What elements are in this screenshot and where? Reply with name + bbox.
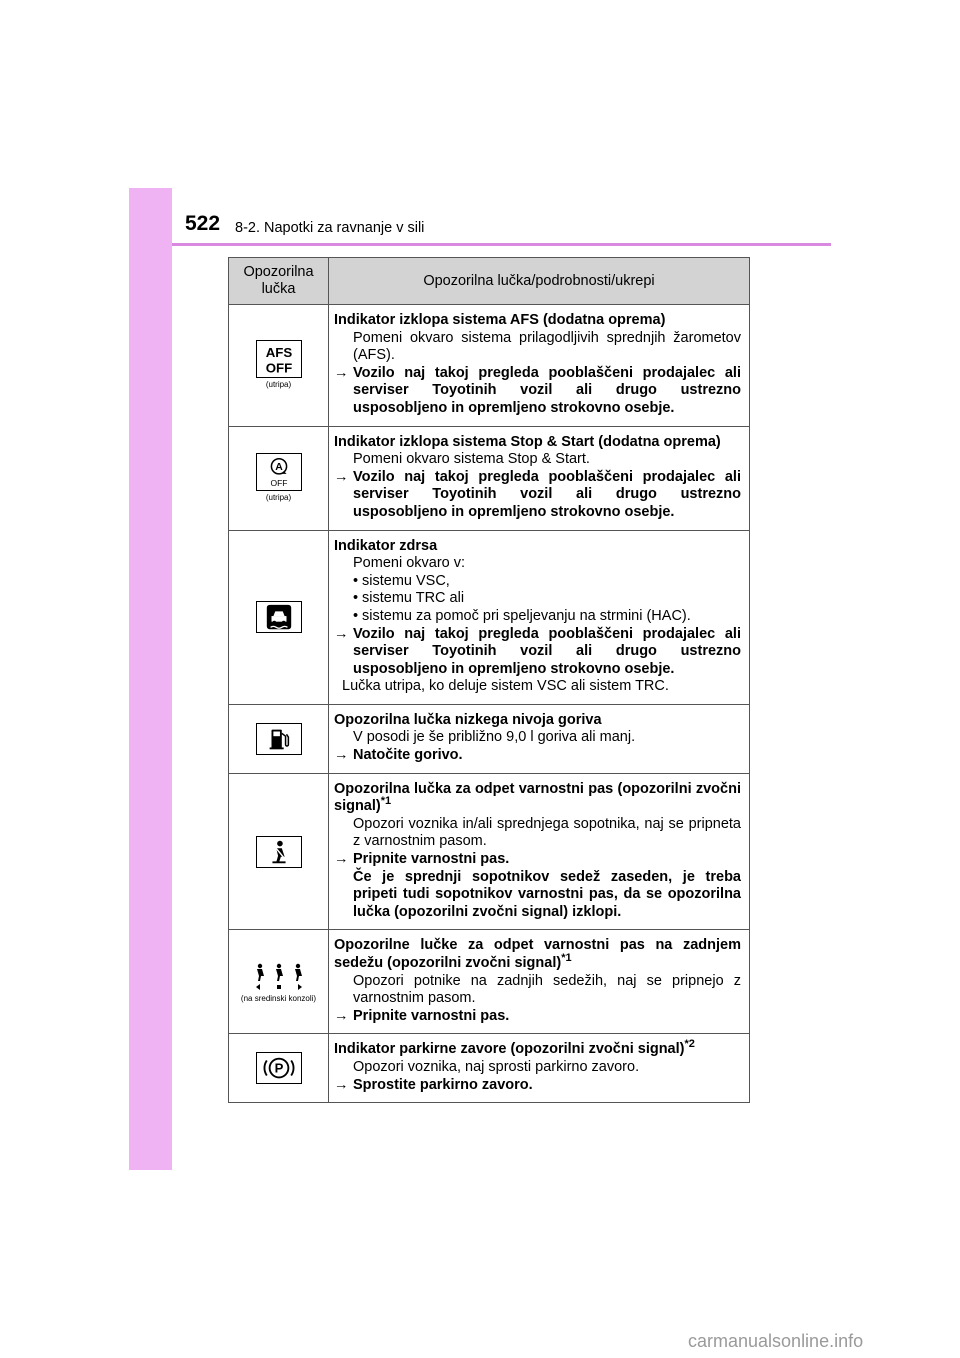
table-row (229, 773, 750, 930)
list-item: • sistemu VSC, (353, 572, 450, 589)
warning-action (334, 626, 741, 679)
svg-text:A: A (274, 462, 283, 474)
warning-action-text: Vozilo naj takoj pregleda pooblaščeni prodajalec ali serviser Toyotinih vozil ali drugo ustrezno usposobljeno in opremljeno strokovno osebje. (353, 625, 741, 677)
warning-meaning: Pomeni okvaro sistema prilagodljivih sprednjih žarometov (AFS). (353, 329, 741, 364)
warning-action (334, 851, 741, 869)
icon-cell (229, 930, 329, 1034)
parking-brake-icon (256, 1052, 302, 1084)
warning-title: Indikator izklopa sistema Stop & Start (dodatna oprema) (334, 433, 721, 450)
warning-meaning: Opozori voznika, naj sprosti parkirno zavoro. (353, 1058, 640, 1075)
icon-cell (229, 426, 329, 530)
arrow-right-icon: → (334, 364, 349, 381)
stop-start-off-icon (256, 453, 302, 491)
description-cell (329, 426, 750, 530)
table-row (229, 704, 750, 773)
table-row (229, 426, 750, 530)
header-details: Opozorilna lučka/podrobnosti/ukrepi (329, 258, 750, 305)
warning-action-text: Pripnite varnostni pas. (353, 851, 510, 868)
warning-title: Indikator zdrsa (334, 537, 438, 554)
warning-title: Opozorilna lučka za odpet varnostni pas (opozorilni zvočni signal)$^{*1}$ (334, 780, 741, 815)
warning-action-text: Vozilo naj takoj pregleda pooblaščeni prodajalec ali serviser Toyotinih vozil ali drugo ustrezno usposobljeno in opremljeno strokovno osebje. (353, 364, 741, 416)
warning-action (334, 1008, 741, 1026)
seatbelt-icon (256, 836, 302, 868)
icon-cell (229, 305, 329, 427)
warning-title: Opozorilna lučka nizkega nivoja goriva (334, 711, 602, 728)
icon-caption: (na sredinski konzoli) (240, 993, 317, 1003)
icon-cell (229, 530, 329, 704)
list-item: • sistemu za pomoč pri speljevanju na strmini (HAC). (353, 607, 691, 624)
warning-meaning: Opozori voznika in/ali sprednjega sopotnika, naj se pripneta z varnostnim pasom. (353, 815, 741, 850)
warning-title: Indikator izklopa sistema AFS (dodatna oprema) (334, 312, 666, 328)
section-title: 8-2. Napotki za ravnanje v sili (235, 220, 425, 236)
list-item: • sistemu TRC ali (353, 590, 465, 607)
afs-off-icon (256, 340, 302, 378)
icon-cell (229, 773, 329, 930)
arrow-right-icon: → (334, 1076, 349, 1093)
warning-action-text: Pripnite varnostni pas. (353, 1007, 510, 1024)
fuel-pump-icon (256, 723, 302, 755)
description-cell (329, 1034, 750, 1103)
arrow-right-icon: → (334, 851, 349, 868)
header-warning-light: Opozorilna lučka (229, 258, 329, 305)
warning-title: Opozorilne lučke za odpet varnostni pas na zadnjem sedežu (opozorilni zvočni signal)$^{*1}$ (334, 937, 741, 971)
warning-meaning: Pomeni okvaro sistema Stop & Start. (353, 451, 590, 468)
description-cell (329, 930, 750, 1034)
table-header-row (229, 258, 750, 305)
icon-cell (229, 704, 329, 773)
warning-meaning: Opozori potnike na zadnjih sedežih, naj se pripnejo z varnostnim pasom. (353, 972, 741, 1007)
side-strip (129, 188, 172, 1170)
table-row (229, 1034, 750, 1103)
warning-action (334, 747, 741, 765)
arrow-right-icon: → (334, 468, 349, 485)
arrow-right-icon: → (334, 747, 349, 764)
stop-start-off-label: OFF (269, 478, 288, 489)
rear-seatbelt-icon (252, 960, 306, 992)
icon-caption: (utripa) (265, 493, 292, 503)
warning-action-text: Vozilo naj takoj pregleda pooblaščeni prodajalec ali serviser Toyotinih vozil ali drugo ustrezno usposobljeno in opremljeno strokovno osebje. (353, 468, 741, 520)
footnote-ref: *2 (684, 1038, 695, 1051)
watermark: carmanualsonline.info (688, 1331, 864, 1351)
description-cell (329, 773, 750, 930)
warning-action-text: Sprostite parkirno zavoro. (353, 1076, 533, 1093)
warning-note: Lučka utripa, ko deluje sistem VSC ali sistem TRC. (342, 678, 669, 695)
warning-action (334, 469, 741, 522)
table-row (229, 530, 750, 704)
warning-action (334, 365, 741, 418)
icon-caption: (utripa) (265, 380, 292, 390)
warning-action-text: Natočite gorivo. (353, 747, 463, 764)
afs-off-icon-line1: AFS (265, 345, 292, 361)
header-rule (172, 243, 831, 246)
description-cell (329, 704, 750, 773)
footnote-ref: *1 (380, 795, 392, 808)
table-row (229, 305, 750, 427)
warning-lights-table (228, 257, 750, 1103)
description-cell (329, 530, 750, 704)
warning-title: Indikator parkirne zavore (opozorilni zvočni signal)$^{*2}$ (334, 1038, 695, 1058)
arrow-right-icon: → (334, 625, 349, 642)
warning-action-extra: Če je sprednji sopotnikov sedež zaseden, je treba pripeti tudi sopotnikov varnostni pas, da se opozorilna lučka (opozorilni zvočni signal) izklopi. (353, 868, 741, 920)
slip-indicator-icon (256, 601, 302, 633)
warning-meaning: V posodi je še približno 9,0 l goriva ali manj. (353, 729, 636, 746)
table-row (229, 930, 750, 1034)
icon-cell (229, 1034, 329, 1103)
afs-off-icon-line2: OFF (265, 360, 292, 376)
footnote-ref: *1 (561, 952, 572, 965)
parking-brake-letter: P (274, 1060, 283, 1076)
warning-meaning: Pomeni okvaro v: (353, 555, 466, 572)
arrow-right-icon: → (334, 1007, 349, 1024)
page-number: 522 (185, 212, 221, 235)
description-cell (329, 305, 750, 427)
warning-action (334, 1077, 741, 1095)
